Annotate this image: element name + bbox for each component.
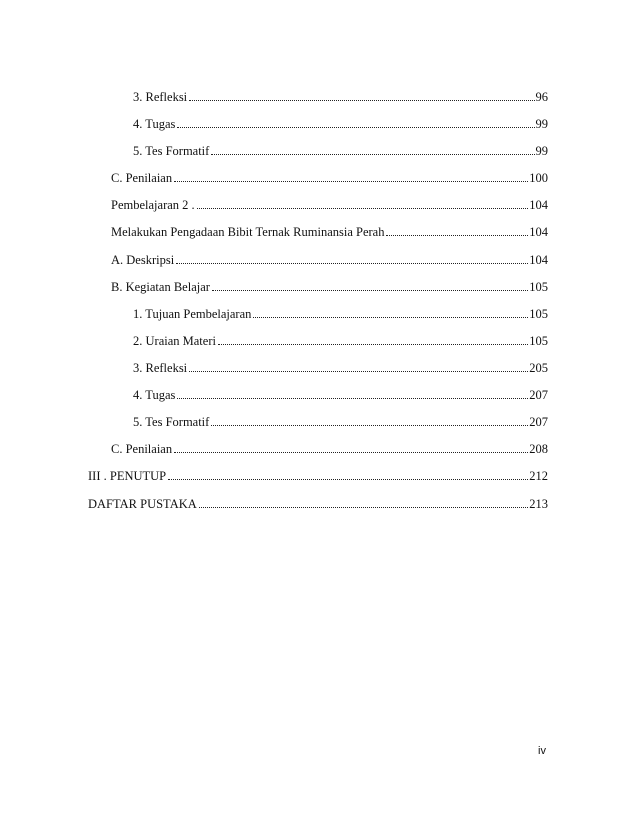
toc-entry-label: 4. Tugas bbox=[133, 388, 176, 402]
toc-entry-kegiatan-belajar[interactable] bbox=[111, 277, 548, 295]
toc-entry-label: 2. Uraian Materi bbox=[133, 334, 216, 348]
toc-page-number: 207 bbox=[529, 415, 548, 429]
toc-page-number: 205 bbox=[529, 361, 548, 375]
toc-entry-label: C. Penilaian bbox=[111, 171, 173, 185]
toc-leader bbox=[189, 370, 528, 372]
toc-entry-tes-formatif[interactable] bbox=[133, 412, 548, 430]
toc-entry-label: Melakukan Pengadaan Bibit Ternak Ruminansia Perah bbox=[111, 225, 385, 239]
toc-leader bbox=[197, 207, 529, 209]
toc-page-number: 104 bbox=[529, 198, 548, 212]
toc-entry-refleksi[interactable] bbox=[133, 87, 548, 105]
toc-entry-label: 3. Refleksi bbox=[133, 90, 188, 104]
toc-leader bbox=[177, 126, 534, 128]
toc-entry-label: 3. Refleksi bbox=[133, 361, 188, 375]
toc-entry-penutup[interactable] bbox=[88, 466, 548, 484]
toc-entry-uraian-materi[interactable] bbox=[133, 331, 548, 349]
toc-page-number: 104 bbox=[529, 253, 548, 267]
toc-entry-deskripsi[interactable] bbox=[111, 250, 548, 268]
toc-entry-melakukan-pengadaan[interactable] bbox=[111, 222, 548, 240]
toc-leader bbox=[189, 99, 534, 101]
toc-page-number: 105 bbox=[529, 280, 548, 294]
toc-leader bbox=[176, 262, 528, 264]
toc-page-number: 105 bbox=[529, 334, 548, 348]
toc-page-number: 99 bbox=[535, 144, 548, 158]
toc-entry-label: 4. Tugas bbox=[133, 117, 176, 131]
toc-page-number: 104 bbox=[529, 225, 548, 239]
toc-leader bbox=[177, 397, 528, 399]
toc-entry-label: 5. Tes Formatif bbox=[133, 144, 210, 158]
toc-page-number: 100 bbox=[529, 171, 548, 185]
toc-entry-label: III . PENUTUP bbox=[88, 469, 167, 483]
toc-entry-penilaian[interactable] bbox=[111, 168, 548, 186]
toc-entry-label: Pembelajaran 2 . bbox=[111, 198, 195, 212]
toc-entry-label: 1. Tujuan Pembelajaran bbox=[133, 307, 252, 321]
toc-leader bbox=[212, 289, 528, 291]
toc-page-number: 207 bbox=[529, 388, 548, 402]
toc-entry-label: B. Kegiatan Belajar bbox=[111, 280, 210, 294]
toc-entry-tugas[interactable] bbox=[133, 114, 548, 132]
toc-entry-tugas[interactable] bbox=[133, 385, 548, 403]
toc-page-number: 105 bbox=[529, 307, 548, 321]
toc-leader bbox=[386, 234, 528, 236]
toc-page-number: 99 bbox=[535, 117, 548, 131]
toc-entry-refleksi[interactable] bbox=[133, 358, 548, 376]
toc-leader bbox=[199, 506, 528, 508]
toc-leader bbox=[174, 180, 528, 182]
toc-leader bbox=[211, 153, 534, 155]
footer-page-number: iv bbox=[538, 745, 546, 757]
toc-page-number: 213 bbox=[529, 497, 548, 511]
toc-page-number: 96 bbox=[535, 90, 548, 104]
toc-entry-daftar-pustaka[interactable] bbox=[88, 494, 548, 512]
toc-entry-label: 5. Tes Formatif bbox=[133, 415, 210, 429]
toc-leader bbox=[174, 451, 528, 453]
toc-entry-tujuan-pembelajaran[interactable] bbox=[133, 304, 548, 322]
toc-leader bbox=[211, 424, 528, 426]
toc-leader bbox=[253, 316, 528, 318]
toc-entry-pembelajaran-2[interactable] bbox=[111, 195, 548, 213]
toc-page-number: 212 bbox=[529, 469, 548, 483]
toc-entry-tes-formatif[interactable] bbox=[133, 141, 548, 159]
toc-page-number: 208 bbox=[529, 442, 548, 456]
toc-entry-label: DAFTAR PUSTAKA bbox=[88, 497, 197, 511]
toc-entry-label: A. Deskripsi bbox=[111, 253, 175, 267]
toc-leader bbox=[218, 343, 528, 345]
toc-leader bbox=[168, 478, 528, 480]
toc-entry-label: C. Penilaian bbox=[111, 442, 173, 456]
toc-entry-penilaian[interactable] bbox=[111, 439, 548, 457]
